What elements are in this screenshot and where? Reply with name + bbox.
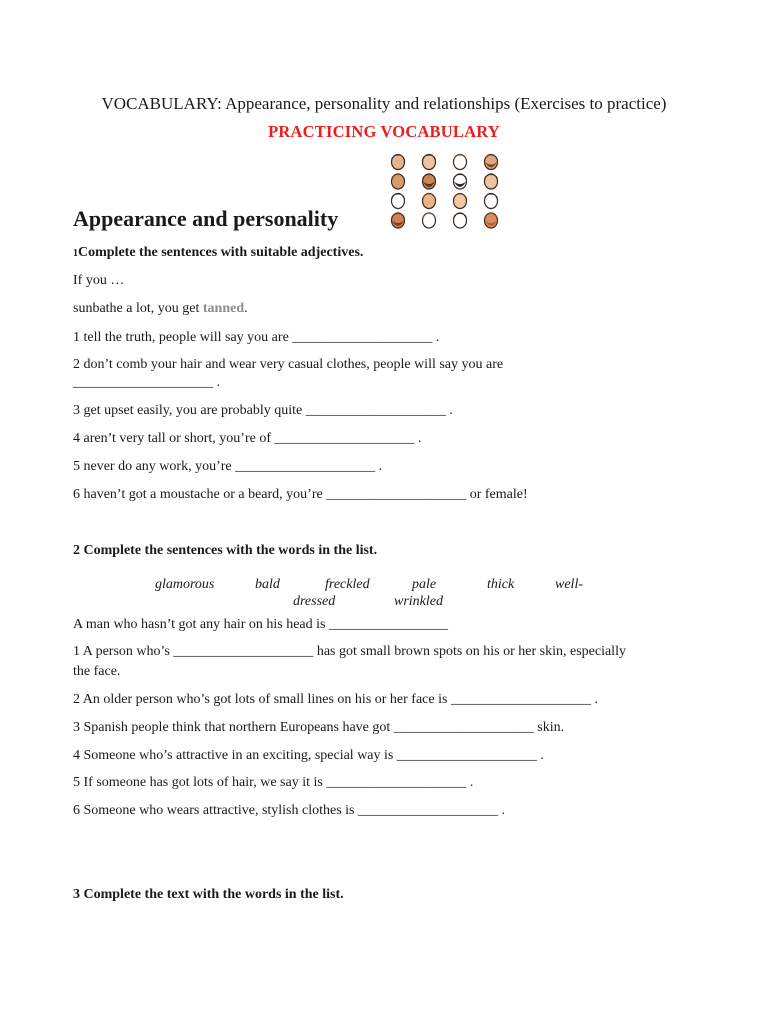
exercise2-item: 4 Someone who’s attractive in an exciting, special way is ____________________ .	[73, 748, 544, 763]
exercise2-instruction: 2 Complete the sentences with the words in the list.	[73, 543, 378, 558]
exercise2-item: 3 Spanish people think that northern Europeans have got ____________________ skin.	[73, 720, 565, 735]
example-after: .	[244, 301, 248, 316]
word-pale: pale	[412, 577, 437, 592]
exercise2-item: 5 If someone has got lots of hair, we say it is ____________________ .	[73, 775, 474, 790]
word-bald: bald	[255, 577, 280, 592]
exercise3-instruction: 3 Complete the text with the words in the list.	[73, 887, 344, 902]
exercise1-instruction	[73, 245, 363, 261]
exercise1-item: 2 don’t comb your hair and wear very casual clothes, people will say you are	[73, 357, 504, 372]
exercise2-item-continuation: the face.	[73, 664, 121, 679]
exercise1-number: 1	[73, 248, 78, 259]
word-glamorous: glamorous	[155, 577, 215, 592]
exercise1-item: 3 get upset easily, you are probably quite ____________________ .	[73, 403, 453, 418]
exercise1-item: 4 aren’t very tall or short, you’re of ____________________ .	[73, 431, 422, 446]
faces-illustration-icon	[386, 150, 510, 230]
exercise2-item: A man who hasn’t got any hair on his head is _________________	[73, 617, 448, 632]
exercise1-item: 5 never do any work, you’re ____________________ .	[73, 459, 383, 474]
exercise2-item: 1 A person who’s ____________________ has got small brown spots on his or her skin, especially	[73, 644, 626, 659]
exercise1-item-continuation: ____________________ .	[73, 375, 220, 390]
exercise1-item: 6 haven’t got a moustache or a beard, you’re ____________________ or female!	[73, 487, 528, 502]
exercise1-item: 1 tell the truth, people will say you are ____________________ .	[73, 330, 440, 345]
exercise1-intro: If you …	[73, 273, 125, 288]
word-wrinkled: wrinkled	[394, 594, 443, 609]
example-answer: tanned	[202, 301, 245, 316]
word-well: well-	[555, 577, 583, 592]
word-thick: thick	[487, 577, 515, 592]
example-before: sunbathe a lot, you get	[73, 301, 203, 316]
exercise2-item: 6 Someone who wears attractive, stylish clothes is ____________________ .	[73, 803, 505, 818]
exercise1-instruction-text: Complete the sentences with suitable adjectives.	[78, 245, 364, 260]
exercise1-example	[73, 301, 248, 317]
document-title: VOCABULARY: Appearance, personality and relationships (Exercises to practice)	[101, 94, 667, 113]
exercise2-item: 2 An older person who’s got lots of small lines on his or her face is ____________________ .	[73, 692, 598, 707]
word-freckled: freckled	[325, 577, 370, 592]
word-dressed: dressed	[293, 594, 336, 609]
section-heading: Appearance and personality	[73, 206, 339, 231]
practicing-vocabulary-subtitle: PRACTICING VOCABULARY	[268, 122, 500, 141]
